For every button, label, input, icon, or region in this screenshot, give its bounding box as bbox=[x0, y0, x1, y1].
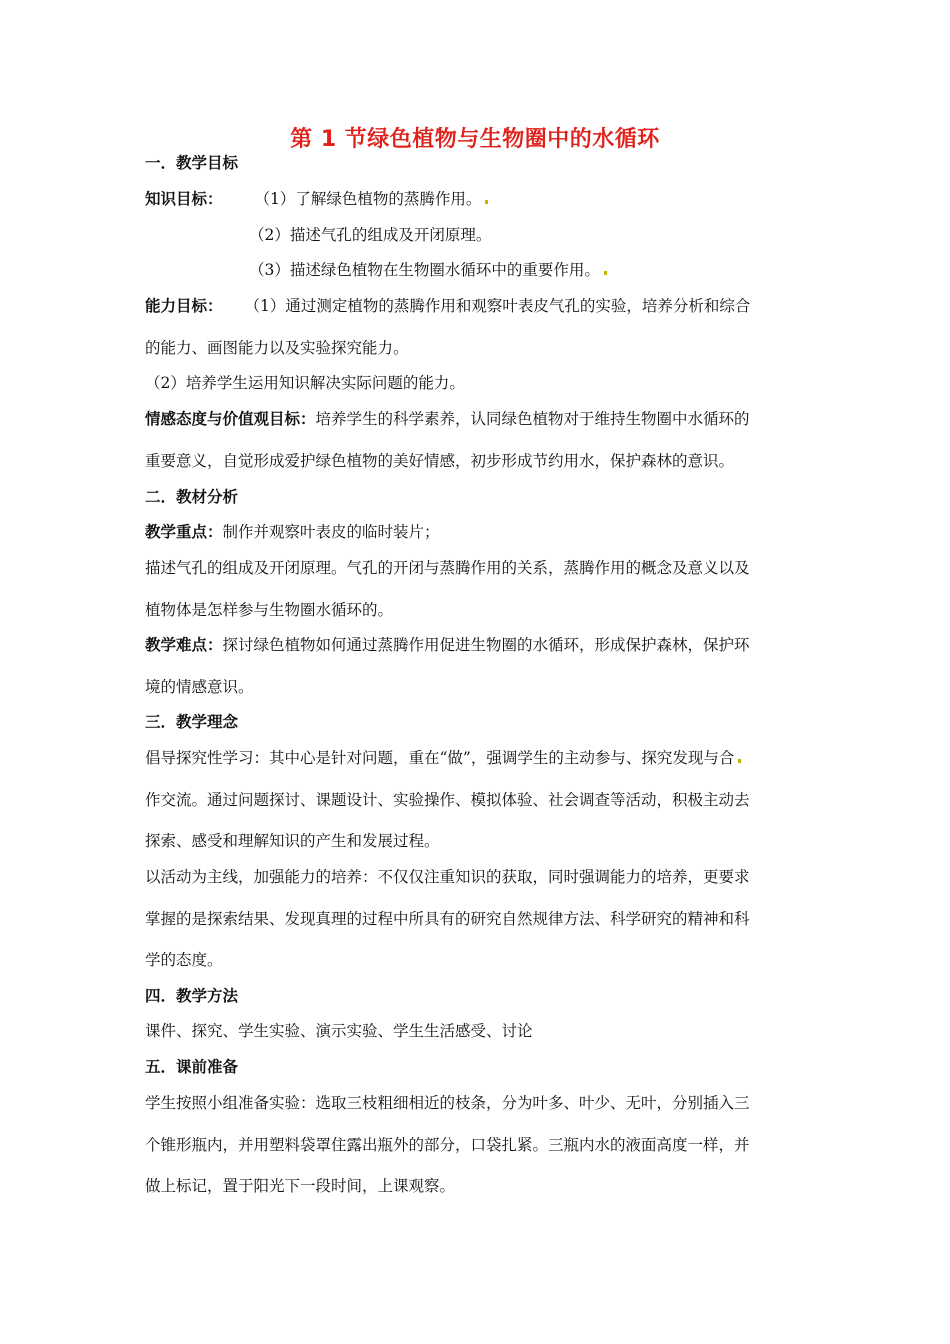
knowledge-goal-3 bbox=[249, 260, 929, 280]
philosophy-2a: 以活动为主线，加强能力的培养：不仅仅注重知识的获取，同时强调能力的培养，更要求 bbox=[145, 868, 750, 886]
knowledge-text-1: （1）了解绿色植物的蒸腾作用。 bbox=[254, 190, 482, 208]
key-point-2: 描述气孔的组成及开闭原理。气孔的开闭与蒸腾作用的关系，蒸腾作用的概念及意义以及 bbox=[145, 559, 750, 577]
ability-label: 能力目标： bbox=[145, 297, 223, 315]
knowledge-goal-1 bbox=[145, 189, 825, 209]
philosophy-2c: 学的态度。 bbox=[145, 951, 223, 969]
preparation-3: 做上标记，置于阳光下一段时间，上课观察。 bbox=[145, 1177, 456, 1195]
ability-goal-1 bbox=[145, 296, 825, 316]
difficulty-text-1: 探讨绿色植物如何通过蒸腾作用促进生物圈的水循环，形成保护森林，保护环 bbox=[222, 636, 750, 654]
key-point-1 bbox=[145, 522, 825, 542]
philosophy-1c: 探索、感受和理解知识的产生和发展过程。 bbox=[145, 832, 440, 850]
knowledge-goal-2: （2）描述气孔的组成及开闭原理。 bbox=[249, 226, 492, 244]
methods-text: 课件、探究、学生实验、演示实验、学生生活感受、讨论 bbox=[145, 1022, 533, 1040]
knowledge-label: 知识目标： bbox=[145, 190, 223, 208]
emotion-text-b: 重要意义，自觉形成爱护绿色植物的美好情感，初步形成节约用水，保护森林的意识。 bbox=[145, 452, 735, 470]
preparation-2: 个锥形瓶内，并用塑料袋罩住露出瓶外的部分，口袋扎紧。三瓶内水的液面高度一样，并 bbox=[145, 1136, 750, 1154]
philosophy-1b: 作交流。通过问题探讨、课题设计、实验操作、模拟体验、社会调查等活动，积极主动去 bbox=[145, 791, 750, 809]
section-heading-preparation: 五．课前准备 bbox=[145, 1058, 239, 1076]
ability-goal-2: （2）培养学生运用知识解决实际问题的能力。 bbox=[145, 374, 465, 392]
difficulty-2: 境的情感意识。 bbox=[145, 678, 254, 696]
mark-icon bbox=[485, 200, 488, 204]
emotion-goal bbox=[145, 409, 825, 429]
key-label: 教学重点： bbox=[145, 523, 223, 541]
key-point-3: 植物体是怎样参与生物圈水循环的。 bbox=[145, 601, 394, 619]
emotion-label: 情感态度与价值观目标： bbox=[145, 410, 316, 428]
key-text-1: 制作并观察叶表皮的临时装片； bbox=[222, 523, 440, 541]
section-heading-methods: 四．教学方法 bbox=[145, 987, 239, 1005]
emotion-text-a: 培养学生的科学素养，认同绿色植物对于维持生物圈中水循环的 bbox=[315, 410, 750, 428]
ability-text-1a: （1）通过测定植物的蒸腾作用和观察叶表皮气孔的实验，培养分析和综合 bbox=[244, 297, 751, 315]
preparation-1: 学生按照小组准备实验：选取三枝粗细相近的枝条，分为叶多、叶少、无叶，分别插入三 bbox=[145, 1094, 750, 1112]
section-heading-analysis: 二．教材分析 bbox=[145, 488, 239, 506]
mark-icon bbox=[604, 271, 607, 275]
knowledge-text-3: （3）描述绿色植物在生物圈水循环中的重要作用。 bbox=[249, 261, 600, 279]
philosophy-2b: 掌握的是探索结果、发现真理的过程中所具有的研究自然规律方法、科学研究的精神和科 bbox=[145, 910, 750, 928]
section-heading-objectives: 一．教学目标 bbox=[145, 154, 239, 172]
difficulty-1 bbox=[145, 635, 825, 655]
ability-text-1b: 的能力、画图能力以及实验探究能力。 bbox=[145, 339, 409, 357]
philosophy-text-1a: 倡导探究性学习：其中心是针对问题，重在“做”，强调学生的主动参与、探究发现与合 bbox=[145, 749, 735, 767]
page-title: 第 1 节绿色植物与生物圈中的水循环 bbox=[290, 127, 660, 152]
difficulty-label: 教学难点： bbox=[145, 636, 223, 654]
section-heading-philosophy: 三．教学理念 bbox=[145, 713, 239, 731]
philosophy-1a bbox=[145, 748, 825, 768]
mark-icon bbox=[738, 759, 741, 763]
